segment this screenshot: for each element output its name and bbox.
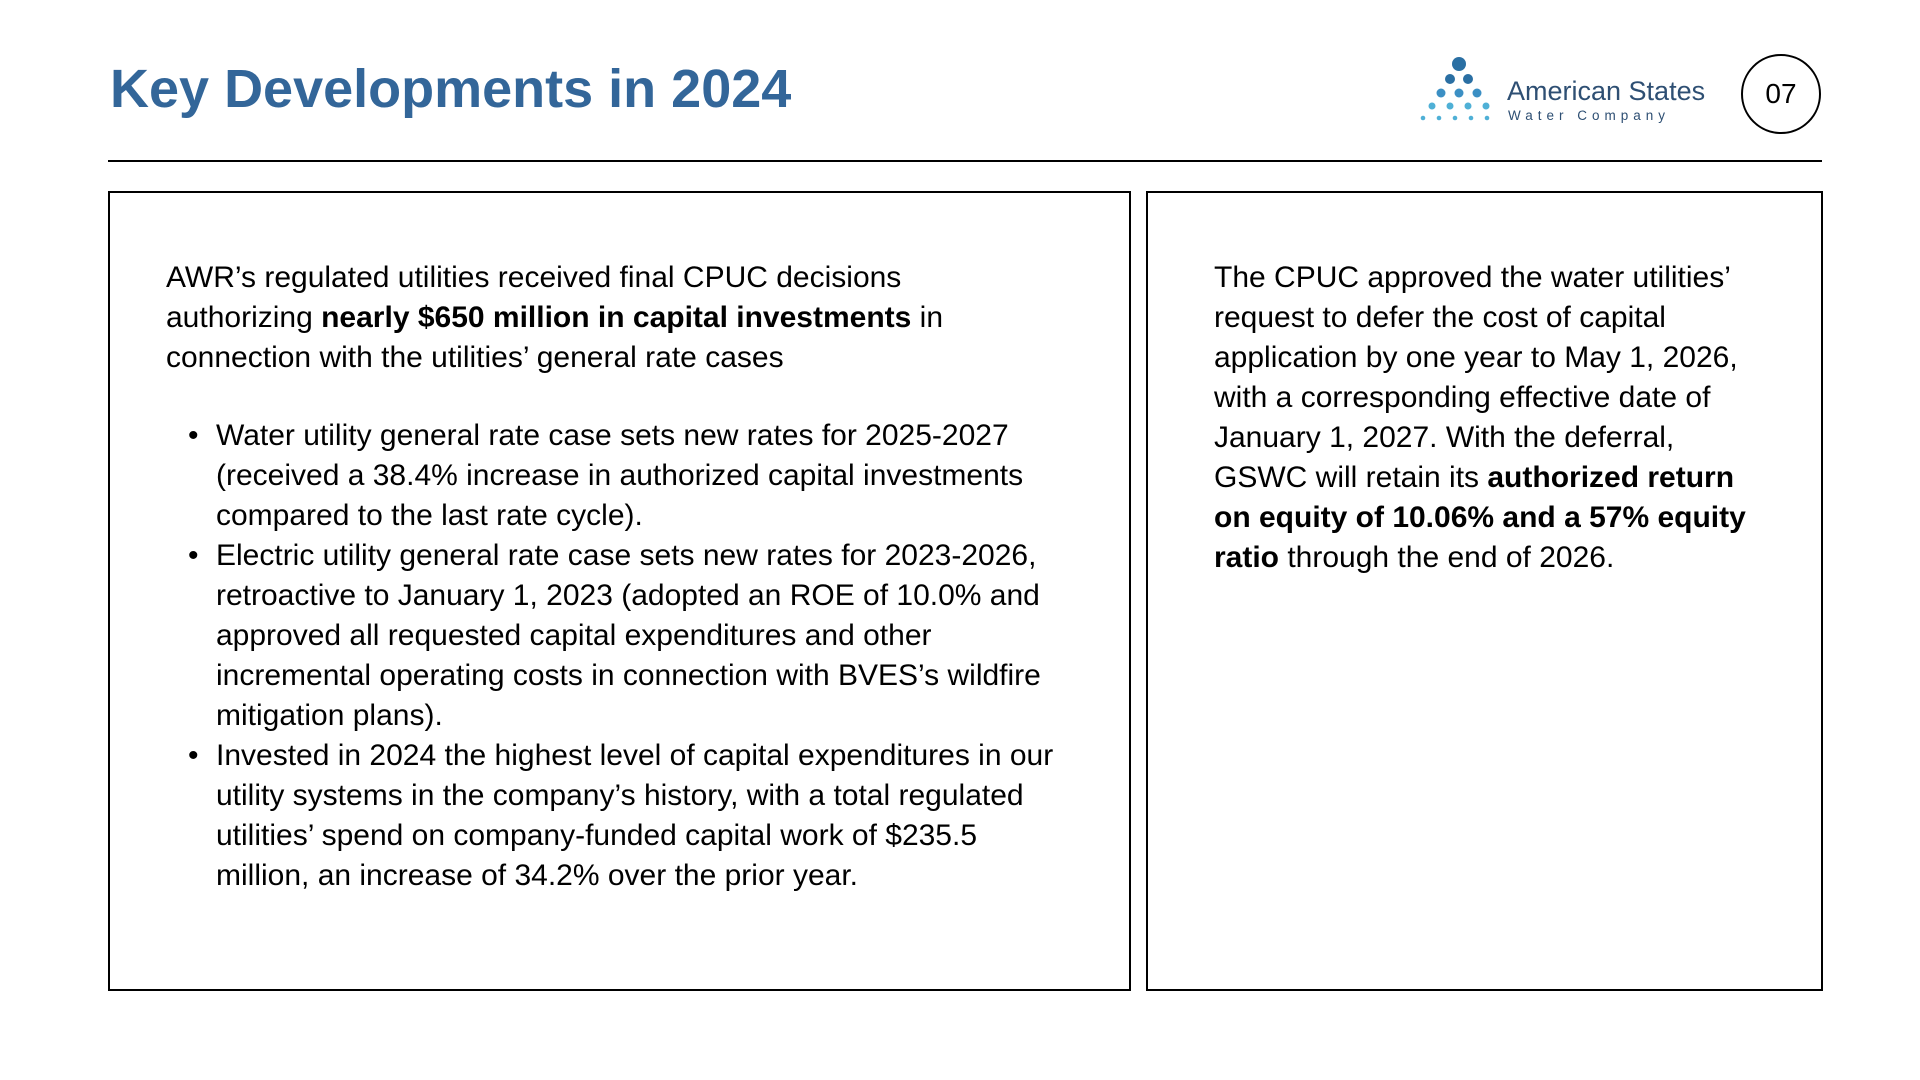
list-item (166, 536, 1076, 736)
deferral-highlight: authorized return on equity of 10.06% and a 57% equity ratio (1214, 461, 1746, 574)
right-content-panel (1146, 191, 1823, 991)
bullet-text: Invested in 2024 the highest level of capital expenditures in our utility systems in the company’s history, with a total regulated utilities’ spend on company-funded capital work of $235.5 million, an increase of 34.2% over the prior year. (216, 739, 1054, 892)
page-number-badge: 07 (1741, 54, 1821, 134)
intro-text-start: AWR’s regulated utilities received final CPUC decisions authorizing (166, 261, 902, 334)
bullet-icon: • (188, 739, 199, 772)
bullet-icon: • (188, 539, 199, 572)
left-content-panel (108, 191, 1131, 991)
intro-text-end: in connection with the utilities’ general rate cases (166, 301, 944, 374)
company-logo (1418, 56, 1718, 132)
list-item (166, 416, 1076, 536)
deferral-text-end: through the end of 2026. (1279, 541, 1615, 574)
water-drops-triangle-icon (1418, 56, 1500, 132)
deferral-text-start: The CPUC approved the water utilities’ request to defer the cost of capital application by one year to May 1, 2026, with a corresponding effective date of January 1, 2027. With the deferral, GSWC will retain its (1214, 261, 1738, 494)
logo-company-subtitle: Water Company (1508, 108, 1671, 123)
title-divider (108, 160, 1822, 162)
rate-case-bullet-list (166, 416, 1076, 896)
intro-highlight: nearly $650 million in capital investments (321, 301, 912, 334)
list-item (166, 736, 1076, 896)
logo-company-name: American States (1507, 76, 1706, 106)
bullet-text: Electric utility general rate case sets new rates for 2023-2026, retroactive to January 1, 2023 (adopted an ROE of 10.0% and approved all requested capital expenditures and other incremental operating costs in connection with BVES’s wildfire mitigation plans). (216, 539, 1041, 732)
page-title: Key Developments in 2024 (110, 59, 792, 119)
bullet-icon: • (188, 419, 199, 452)
cost-of-capital-deferral-text (1214, 258, 1774, 578)
bullet-text: Water utility general rate case sets new rates for 2025-2027 (received a 38.4% increase in authorized capital investments compared to the last rate cycle). (216, 419, 1024, 532)
capital-investment-summary (166, 258, 1046, 378)
